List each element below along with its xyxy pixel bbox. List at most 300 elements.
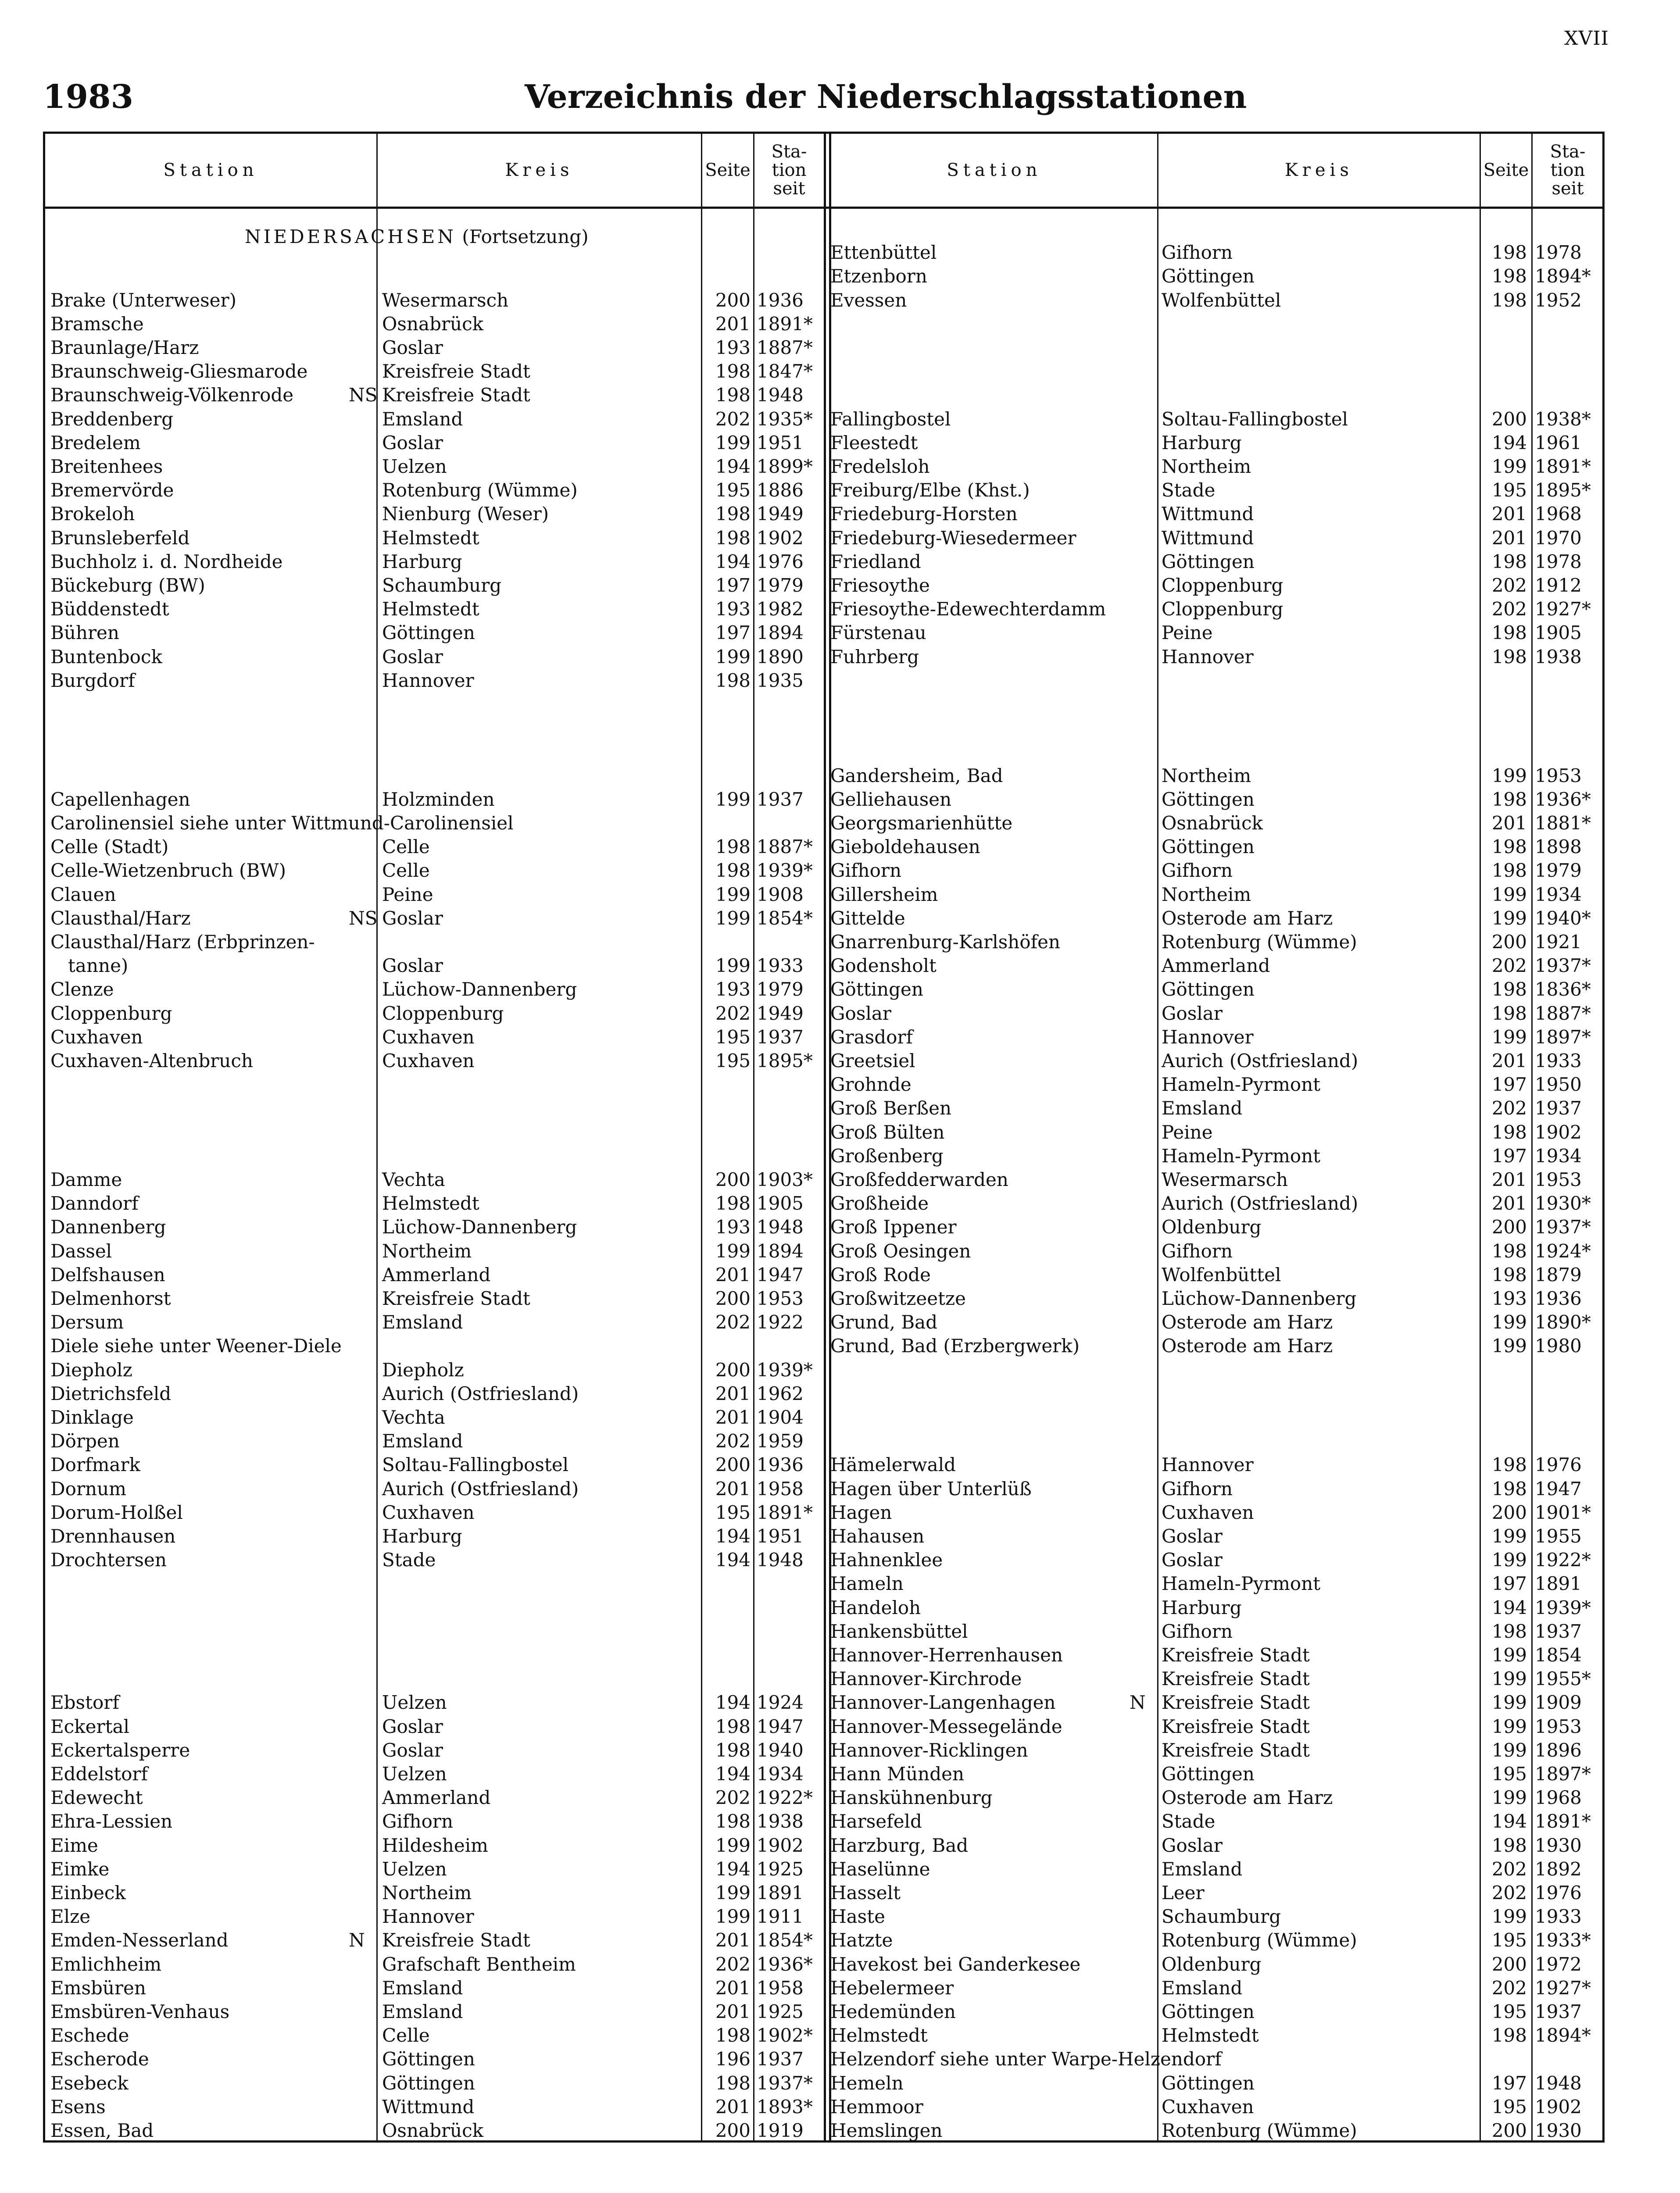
- page-ref: 199: [1491, 883, 1527, 905]
- since-year: 1953: [757, 1288, 804, 1309]
- since-year: 1947: [1535, 1478, 1582, 1500]
- kreis-name: Hameln-Pyrmont: [1162, 1573, 1321, 1595]
- page-ref: 198: [715, 503, 751, 525]
- since-year: 1947: [757, 1715, 804, 1737]
- kreis-name: Aurich (Ostfriesland): [382, 1478, 579, 1500]
- kreis-name: Wittmund: [382, 2096, 475, 2118]
- since-year: 1968: [1535, 503, 1582, 525]
- since-year: 1930: [1535, 2120, 1582, 2141]
- station-name: Cuxhaven: [50, 1026, 143, 1048]
- since-year: 1847*: [757, 361, 813, 382]
- table-row: [45, 1929, 1602, 1952]
- page-ref: 198: [715, 1739, 751, 1761]
- station-name: Eddelstorf: [50, 1763, 148, 1785]
- station-name: Göttingen: [830, 979, 923, 1000]
- table-row: [45, 788, 1602, 811]
- page-ref: 198: [1491, 622, 1527, 644]
- since-year: 1948: [757, 384, 804, 406]
- kreis-name: Celle: [382, 836, 430, 858]
- since-year: 1922*: [1535, 1549, 1591, 1571]
- kreis-name: Peine: [1162, 622, 1213, 644]
- kreis-name: Uelzen: [382, 1692, 447, 1714]
- station-table: [43, 132, 1605, 2143]
- since-year: 1939*: [757, 1359, 813, 1381]
- kreis-name: Helmstedt: [382, 527, 479, 549]
- table-row: [45, 1691, 1602, 1714]
- since-year: 1891: [1535, 1573, 1582, 1595]
- since-year: 1953: [1535, 1715, 1582, 1737]
- since-year: 1893*: [757, 2096, 813, 2118]
- station-name: Groß Berßen: [830, 1097, 952, 1119]
- kreis-name: Wolfenbüttel: [1162, 289, 1281, 311]
- page-ref: 194: [715, 1763, 751, 1785]
- kreis-name: Goslar: [382, 1715, 443, 1737]
- since-year: 1976: [1535, 1882, 1582, 1904]
- kreis-name: Emsland: [382, 408, 463, 430]
- header-seit-line: seit: [1551, 179, 1584, 199]
- page-ref: 198: [715, 2025, 751, 2047]
- kreis-name: Wittmund: [1162, 527, 1254, 549]
- table-row: [45, 1857, 1602, 1881]
- page-ref: 198: [1491, 1002, 1527, 1024]
- since-year: 1919: [757, 2120, 804, 2141]
- kreis-name: Soltau-Fallingbostel: [382, 1454, 569, 1476]
- page-ref: 199: [1491, 1644, 1527, 1666]
- since-year: 1968: [1535, 1787, 1582, 1809]
- kreis-name: Goslar: [382, 337, 443, 358]
- table-row: [45, 907, 1602, 930]
- since-year: 1894*: [1535, 265, 1591, 287]
- table-row: [45, 431, 1602, 455]
- page-ref: 199: [1491, 1906, 1527, 1928]
- kreis-name: Harburg: [382, 550, 462, 572]
- page-ref: 201: [715, 2001, 751, 2022]
- page-ref: 199: [1491, 1335, 1527, 1357]
- station-name: Breddenberg: [50, 408, 174, 430]
- page-ref: 201: [715, 1407, 751, 1428]
- station-name: Hanskühnenburg: [830, 1787, 993, 1809]
- station-name: Eime: [50, 1834, 98, 1856]
- since-year: 1937*: [1535, 1216, 1591, 1238]
- kreis-name: Emsland: [382, 1311, 463, 1333]
- kreis-name: Göttingen: [1162, 265, 1255, 287]
- page-ref: 198: [1491, 1620, 1527, 1642]
- since-year: 1899*: [757, 456, 813, 477]
- page-ref: 201: [1491, 1050, 1527, 1071]
- table-row: [45, 1525, 1602, 1548]
- kreis-name: Ammerland: [382, 1264, 491, 1286]
- since-year: 1937: [757, 2048, 804, 2070]
- since-year: 1897*: [1535, 1026, 1591, 1048]
- since-year: 1955*: [1535, 1668, 1591, 1690]
- header-seit-line: tion: [1550, 160, 1585, 180]
- kreis-name: Leer: [1162, 1882, 1205, 1904]
- station-name: Gelliehausen: [830, 788, 952, 810]
- header-station-right: Station: [947, 160, 1042, 180]
- kreis-name: Diepholz: [382, 1359, 464, 1381]
- kreis-name: Harburg: [382, 1525, 462, 1547]
- table-row: [45, 312, 1602, 336]
- station-name: Hatzte: [830, 1929, 893, 1951]
- table-row: [45, 1667, 1602, 1691]
- table-row: [45, 1073, 1602, 1096]
- since-year: 1936: [1535, 1288, 1582, 1309]
- station-name: Helmstedt: [830, 2025, 928, 2047]
- station-name: Gittelde: [830, 907, 905, 929]
- kreis-name: Northeim: [1162, 764, 1251, 786]
- kreis-name: Peine: [1162, 1121, 1213, 1143]
- station-name: Dinklage: [50, 1407, 134, 1428]
- header-rule: [45, 207, 1602, 209]
- page-ref: 198: [1491, 1834, 1527, 1856]
- station-name: Cuxhaven-Altenbruch: [50, 1050, 253, 1071]
- since-year: 1936*: [1535, 788, 1591, 810]
- since-year: 1952: [1535, 289, 1582, 311]
- kreis-name: Cloppenburg: [1162, 575, 1283, 596]
- kreis-name: Hannover: [382, 669, 474, 691]
- station-name: Bredelem: [50, 432, 141, 454]
- station-name: Bückeburg (BW): [50, 575, 205, 596]
- page-ref: 198: [715, 384, 751, 406]
- page-ref: 198: [715, 527, 751, 549]
- page-ref: 198: [1491, 1121, 1527, 1143]
- page-ref: 193: [715, 979, 751, 1000]
- since-year: 1940: [757, 1739, 804, 1761]
- table-row: [45, 502, 1602, 526]
- kreis-name: Soltau-Fallingbostel: [1162, 408, 1348, 430]
- station-name: Ebstorf: [50, 1692, 119, 1714]
- kreis-name: Goslar: [382, 907, 443, 929]
- kreis-name: Göttingen: [1162, 1763, 1255, 1785]
- header-seite-right: Seite: [1483, 160, 1529, 180]
- station-name: Capellenhagen: [50, 788, 190, 810]
- table-row: [45, 1643, 1602, 1667]
- table-row: [45, 1406, 1602, 1429]
- since-year: 1951: [757, 432, 804, 454]
- page-ref: 195: [1491, 479, 1527, 501]
- page-ref: 197: [1491, 1074, 1527, 1096]
- page-ref: 201: [715, 1929, 751, 1951]
- kreis-name: Göttingen: [382, 622, 475, 644]
- table-row: [45, 1905, 1602, 1929]
- since-year: 1947: [757, 1264, 804, 1286]
- page-ref: 194: [715, 1525, 751, 1547]
- since-year: 1895*: [1535, 479, 1591, 501]
- station-name: Groß Ippener: [830, 1216, 957, 1238]
- header-kreis-left: Kreis: [505, 160, 574, 180]
- table-row: [45, 241, 1602, 264]
- page-ref: 199: [1491, 1549, 1527, 1571]
- table-row: [45, 835, 1602, 859]
- station-name: Fürstenau: [830, 622, 926, 644]
- table-row: [45, 1477, 1602, 1501]
- page-ref: 194: [715, 1549, 751, 1571]
- since-year: 1979: [1535, 860, 1582, 882]
- kreis-name: Gifhorn: [1162, 1620, 1233, 1642]
- since-year: 1978: [1535, 550, 1582, 572]
- table-row: [45, 597, 1602, 621]
- since-year: 1938: [757, 1811, 804, 1832]
- since-year: 1953: [1535, 764, 1582, 786]
- kreis-name: Goslar: [1162, 1549, 1222, 1571]
- since-year: 1901*: [1535, 1501, 1591, 1523]
- since-year: 1898: [1535, 836, 1582, 858]
- kreis-name: Cuxhaven: [382, 1050, 475, 1071]
- station-name: Brunsleberfeld: [50, 527, 190, 549]
- page-ref: 202: [1491, 955, 1527, 977]
- since-year: 1854*: [757, 1929, 813, 1951]
- kreis-name: Osnabrück: [1162, 812, 1263, 834]
- table-row: [45, 1215, 1602, 1239]
- kreis-name: Gifhorn: [382, 1811, 453, 1832]
- page-ref: 199: [1491, 1692, 1527, 1714]
- kreis-name: Hannover: [1162, 646, 1254, 668]
- since-year: 1936*: [757, 1953, 813, 1975]
- kreis-name: Hannover: [1162, 1454, 1254, 1476]
- page-ref: 200: [1491, 1501, 1527, 1523]
- page-ref: 197: [715, 622, 751, 644]
- table-row: [45, 1049, 1602, 1073]
- page-ref: 201: [715, 1977, 751, 1999]
- table-row: [45, 1572, 1602, 1596]
- page-ref: 201: [715, 1478, 751, 1500]
- kreis-name: Aurich (Ostfriesland): [1162, 1050, 1358, 1071]
- page-ref: 201: [1491, 503, 1527, 525]
- page-ref: 199: [715, 1882, 751, 1904]
- since-year: 1912: [1535, 575, 1582, 596]
- station-name: Hahnenklee: [830, 1549, 943, 1571]
- kreis-name: Grafschaft Bentheim: [382, 1953, 576, 1975]
- kreis-name: Northeim: [382, 1882, 472, 1904]
- since-year: 1902: [757, 527, 804, 549]
- kreis-name: Hameln-Pyrmont: [1162, 1074, 1321, 1096]
- kreis-name: Aurich (Ostfriesland): [1162, 1193, 1358, 1214]
- since-year: 1902*: [757, 2025, 813, 2047]
- station-name: Eckertalsperre: [50, 1739, 190, 1761]
- since-year: 1937: [757, 788, 804, 810]
- station-name: Groß Rode: [830, 1264, 931, 1286]
- kreis-name: Göttingen: [1162, 2072, 1255, 2094]
- since-year: 1979: [757, 979, 804, 1000]
- station-name: Hemeln: [830, 2072, 904, 2094]
- station-name: Groß Bülten: [830, 1121, 945, 1143]
- station-name: Haselünne: [830, 1858, 930, 1880]
- kreis-name: Rotenburg (Wümme): [1162, 1929, 1357, 1951]
- station-name: Gillersheim: [830, 883, 938, 905]
- station-name: Hemslingen: [830, 2120, 943, 2141]
- station-name: Freiburg/Elbe (Khst.): [830, 479, 1030, 501]
- station-name: Burgdorf: [50, 669, 135, 691]
- since-year: 1886: [757, 479, 804, 501]
- since-year: 1962: [757, 1382, 804, 1404]
- page-ref: 195: [1491, 1763, 1527, 1785]
- since-year: 1836*: [1535, 979, 1591, 1000]
- table-row: [45, 930, 1602, 954]
- page-ref: 202: [1491, 598, 1527, 620]
- station-name: Großwitzeetze: [830, 1288, 966, 1309]
- page-ref: 198: [1491, 1454, 1527, 1476]
- station-name: Grohnde: [830, 1074, 911, 1096]
- kreis-name: Emsland: [1162, 1858, 1243, 1880]
- table-row: [45, 978, 1602, 1001]
- since-year: 1937: [1535, 1097, 1582, 1119]
- station-name: Brake (Unterweser): [50, 289, 236, 311]
- page-ref: 199: [1491, 1668, 1527, 1690]
- station-name: Celle (Stadt): [50, 836, 169, 858]
- since-year: 1890: [757, 646, 804, 668]
- table-row: [45, 526, 1602, 550]
- since-year: 1953: [1535, 1169, 1582, 1190]
- page-ref: 197: [1491, 2072, 1527, 2094]
- station-name: Dorum-Holßel: [50, 1501, 183, 1523]
- since-year: 1897*: [1535, 1763, 1591, 1785]
- station-name: Hameln: [830, 1573, 904, 1595]
- page-ref: 193: [715, 1216, 751, 1238]
- header-seit-line: Sta-: [771, 142, 807, 162]
- since-year: 1949: [757, 503, 804, 525]
- station-name: Evessen: [830, 289, 907, 311]
- since-year: 1939*: [757, 860, 813, 882]
- page-ref: 199: [1491, 1311, 1527, 1333]
- station-name: Drochtersen: [50, 1549, 167, 1571]
- station-name: Fredelsloh: [830, 456, 930, 477]
- station-name: Groß Oesingen: [830, 1240, 971, 1262]
- since-year: 1958: [757, 1977, 804, 1999]
- table-row: [45, 1429, 1602, 1453]
- station-name: Escherode: [50, 2048, 149, 2070]
- table-row: [45, 2095, 1602, 2119]
- kreis-name: Goslar: [382, 432, 443, 454]
- kreis-name: Goslar: [382, 1739, 443, 1761]
- page-ref: 198: [715, 836, 751, 858]
- since-year: 1938: [1535, 646, 1582, 668]
- station-name: Carolinensiel siehe unter Wittmund-Carolinensiel: [50, 812, 514, 834]
- kreis-name: Göttingen: [1162, 550, 1255, 572]
- station-name: Edewecht: [50, 1787, 143, 1809]
- page-ref: 198: [1491, 1240, 1527, 1262]
- station-name: Godensholt: [830, 955, 937, 977]
- table-row: [45, 1620, 1602, 1643]
- since-year: 1927*: [1535, 1977, 1591, 1999]
- station-name: Cloppenburg: [50, 1002, 172, 1024]
- kreis-name: Uelzen: [382, 1763, 447, 1785]
- kreis-name: Helmstedt: [382, 1193, 479, 1214]
- since-year: 1905: [757, 1193, 804, 1214]
- page-ref: 199: [1491, 1525, 1527, 1547]
- table-row: [45, 550, 1602, 574]
- station-flag: N: [1130, 1692, 1146, 1714]
- table-row: [45, 1762, 1602, 1786]
- since-year: 1938*: [1535, 408, 1591, 430]
- station-name: Friedeburg-Wiesedermeer: [830, 527, 1076, 549]
- kreis-name: Kreisfreie Stadt: [1162, 1692, 1310, 1714]
- since-year: 1891*: [757, 313, 813, 335]
- kreis-name: Göttingen: [1162, 979, 1255, 1000]
- since-year: 1854: [1535, 1644, 1582, 1666]
- page-ref: 198: [715, 1193, 751, 1214]
- kreis-name: Celle: [382, 860, 430, 882]
- page-ref: 193: [715, 337, 751, 358]
- kreis-name: Northeim: [382, 1240, 472, 1262]
- page-ref: 202: [1491, 575, 1527, 596]
- since-year: 1896: [1535, 1739, 1582, 1761]
- since-year: 1922*: [757, 1787, 813, 1809]
- kreis-name: Schaumburg: [1162, 1906, 1281, 1928]
- station-name: Emsbüren-Venhaus: [50, 2001, 230, 2022]
- kreis-name: Cloppenburg: [1162, 598, 1283, 620]
- table-row: [45, 669, 1602, 693]
- table-row: [45, 360, 1602, 383]
- station-name: Grund, Bad: [830, 1311, 938, 1333]
- since-year: 1948: [757, 1549, 804, 1571]
- table-row: [45, 1382, 1602, 1406]
- station-name: Braunlage/Harz: [50, 337, 199, 358]
- station-name: Gieboldehausen: [830, 836, 980, 858]
- kreis-name: Emsland: [382, 1430, 463, 1452]
- station-name: Elze: [50, 1906, 91, 1928]
- table-row: [45, 883, 1602, 907]
- page-ref: 200: [1491, 408, 1527, 430]
- since-year: 1887*: [757, 337, 813, 358]
- page-ref: 200: [715, 1169, 751, 1190]
- since-year: 1972: [1535, 1953, 1582, 1975]
- kreis-name: Stade: [1162, 1811, 1215, 1832]
- header-seite-left: Seite: [705, 160, 751, 180]
- station-name: Dietrichsfeld: [50, 1382, 172, 1404]
- kreis-name: Kreisfreie Stadt: [1162, 1668, 1310, 1690]
- table-row: [45, 1311, 1602, 1334]
- kreis-name: Celle: [382, 2025, 430, 2047]
- table-row: [45, 1121, 1602, 1144]
- kreis-name: Wittmund: [1162, 503, 1254, 525]
- page-ref: 199: [1491, 456, 1527, 477]
- station-flag: N: [349, 1929, 365, 1951]
- station-name: Dersum: [50, 1311, 124, 1333]
- station-name: Harzburg, Bad: [830, 1834, 969, 1856]
- header-seit-line: Sta-: [1550, 142, 1586, 162]
- kreis-name: Goslar: [382, 646, 443, 668]
- table-row: [45, 621, 1602, 645]
- since-year: 1887*: [757, 836, 813, 858]
- page-ref: 200: [715, 289, 751, 311]
- since-year: 1903*: [757, 1169, 813, 1190]
- station-name: Bühren: [50, 622, 119, 644]
- station-name: Diepholz: [50, 1359, 132, 1381]
- since-year: 1980: [1535, 1335, 1582, 1357]
- page-ref: 198: [1491, 979, 1527, 1000]
- station-name: Danndorf: [50, 1193, 139, 1214]
- page-ref: 199: [1491, 764, 1527, 786]
- kreis-name: Nienburg (Weser): [382, 503, 549, 525]
- since-year: 1891*: [757, 1501, 813, 1523]
- since-year: 1894*: [1535, 2025, 1591, 2047]
- since-year: 1890*: [1535, 1311, 1591, 1333]
- since-year: 1891*: [1535, 456, 1591, 477]
- since-year: 1922: [757, 1311, 804, 1333]
- table-row: [45, 2119, 1602, 2143]
- table-row: [45, 645, 1602, 669]
- station-name: Dorfmark: [50, 1454, 140, 1476]
- since-year: 1881*: [1535, 812, 1591, 834]
- page-ref: 200: [715, 1359, 751, 1381]
- station-name: Bremervörde: [50, 479, 174, 501]
- since-year: 1924*: [1535, 1240, 1591, 1262]
- kreis-name: Osterode am Harz: [1162, 1335, 1333, 1357]
- station-name: Braunschweig-Völkenrode: [50, 384, 294, 406]
- station-name: Eimke: [50, 1858, 110, 1880]
- station-name: Esebeck: [50, 2072, 129, 2094]
- table-row: [45, 954, 1602, 978]
